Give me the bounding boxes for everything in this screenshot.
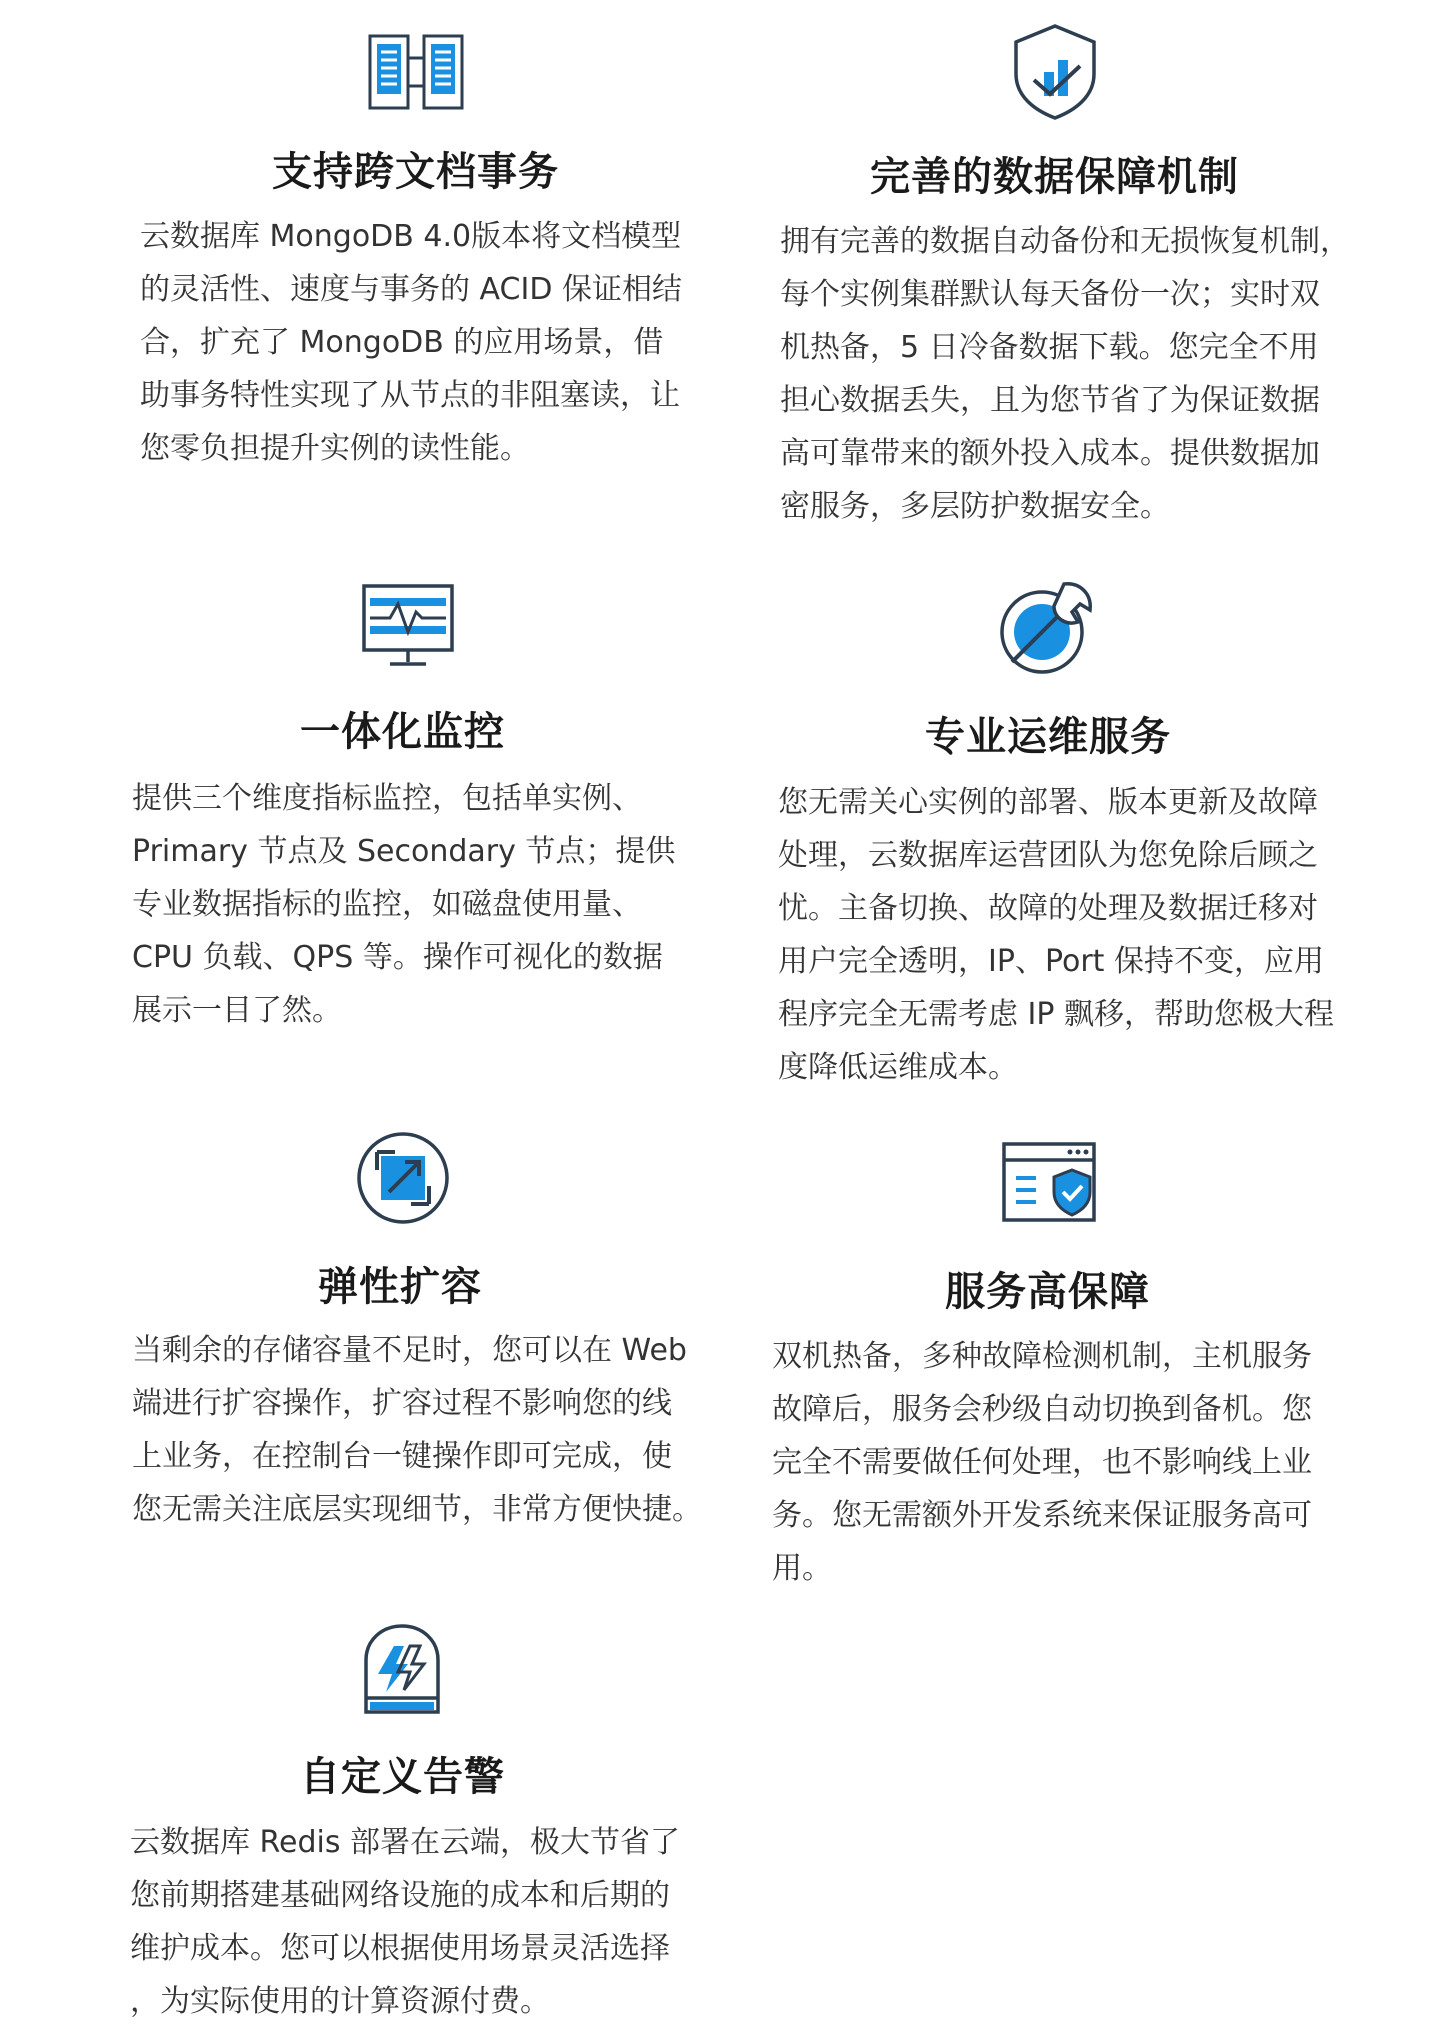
feature-description [140,210,682,475]
secure-window-icon [1000,1140,1100,1226]
feature-description [130,1816,680,2028]
feature-title: 服务高保障 [945,1269,1150,1315]
description-line: 当剩余的存储容量不足时，您可以在 Web [132,1333,687,1368]
description-line: 处理，云数据库运营团队为您免除后顾之 [778,838,1318,873]
description-line: 您无需关注底层实现细节，非常方便快捷。 [132,1492,702,1527]
description-line: 忧。主备切换、故障的处理及数据迁移对 [778,891,1318,926]
description-line: 用户完全透明，IP、Port 保持不变，应用 [778,944,1324,979]
feature-description [780,215,1350,533]
description-line: 展示一目了然。 [132,993,342,1028]
description-line: 专业数据指标的监控，如磁盘使用量、 [132,887,642,922]
description-line: 用。 [772,1551,832,1586]
feature-title: 完善的数据保障机制 [870,154,1239,200]
description-line: 担心数据丢失，且为您节省了为保证数据 [780,383,1320,418]
description-line: 维护成本。您可以根据使用场景灵活选择 [130,1931,670,1966]
description-line: 高可靠带来的额外投入成本。提供数据加 [780,436,1320,471]
description-line: 上业务，在控制台一键操作即可完成，使 [132,1439,672,1474]
description-line: 机热备，5 日冷备数据下载。您完全不用 [780,330,1319,365]
description-line: 完全不需要做任何处理，也不影响线上业 [772,1445,1312,1480]
description-line: 合，扩充了 MongoDB 的应用场景，借 [140,325,664,360]
description-line: 端进行扩容操作，扩容过程不影响您的线 [132,1386,672,1421]
description-line: 的灵活性、速度与事务的 ACID 保证相结 [140,272,682,307]
description-line: 务。您无需额外开发系统来保证服务高可 [772,1498,1312,1533]
description-line: 密服务，多层防护数据安全。 [780,489,1170,524]
feature-title: 自定义告警 [300,1754,505,1800]
description-line: 提供三个维度指标监控，包括单实例、 [132,781,642,816]
description-line: 程序完全无需考虑 IP 飘移，帮助您极大程 [778,997,1335,1032]
feature-title: 弹性扩容 [318,1264,482,1310]
feature-title: 专业运维服务 [925,714,1171,760]
description-line: ，为实际使用的计算资源付费。 [130,1984,550,2019]
description-line: 助事务特性实现了从节点的非阻塞读，让 [140,378,680,413]
feature-description [132,1324,702,1536]
monitor-icon [360,582,456,672]
description-line: 拥有完善的数据自动备份和无损恢复机制， [780,224,1350,259]
feature-description [778,776,1334,1094]
feature-title: 支持跨文档事务 [272,149,559,195]
description-line: 云数据库 Redis 部署在云端，极大节省了 [130,1825,681,1860]
documents-icon [365,28,467,118]
description-line: 每个实例集群默认每天备份一次；实时双 [780,277,1320,312]
feature-description [132,772,675,1037]
description-line: 您无需关心实例的部署、版本更新及故障 [778,785,1318,820]
description-line: 您零负担提升实例的读性能。 [140,431,530,466]
shield-icon [1010,22,1100,122]
description-line: Primary 节点及 Secondary 节点；提供 [132,834,676,869]
description-line: 双机热备，多种故障检测机制，主机服务 [772,1339,1312,1374]
feature-title: 一体化监控 [300,709,505,755]
description-line: 您前期搭建基础网络设施的成本和后期的 [130,1878,670,1913]
description-line: 云数据库 MongoDB 4.0版本将文档模型 [140,219,682,254]
alert-icon [360,1620,444,1718]
description-line: CPU 负载、QPS 等。操作可视化的数据 [132,940,663,975]
feature-description [772,1330,1312,1595]
description-line: 故障后，服务会秒级自动切换到备机。您 [772,1392,1312,1427]
expand-icon [355,1130,451,1226]
description-line: 度降低运维成本。 [778,1050,1018,1085]
wrench-icon [996,578,1096,678]
